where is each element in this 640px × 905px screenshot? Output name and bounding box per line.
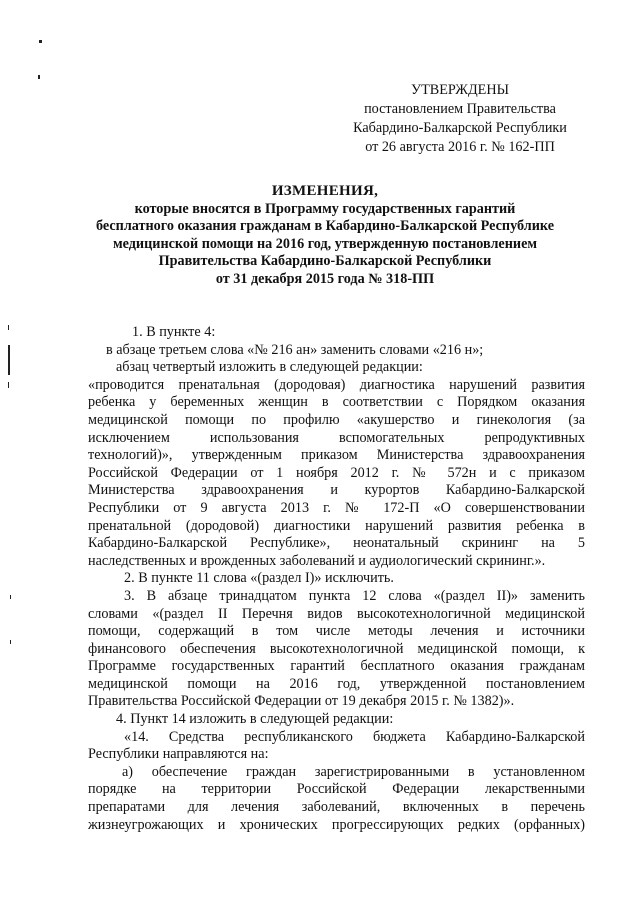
approval-line: Кабардино-Балкарской Республики — [353, 120, 567, 136]
body-line: ребенка у беременных женщин в соответствии с Порядком оказания — [88, 394, 585, 411]
item-3: 3. В абзаце тринадцатом пункта 12 слова «(раздел II)» заменить — [124, 587, 585, 604]
approval-line: постановлением Правительства — [364, 101, 556, 117]
title-line: бесплатного оказания гражданам в Кабардино-Балкарской Республике — [95, 218, 555, 235]
document-body — [88, 324, 585, 834]
scan-margin-line — [8, 345, 10, 375]
body-line: Кабардино-Балкарской Республике», неонатальный скрининг на 5 — [88, 535, 585, 552]
title-line: от 31 декабря 2015 года № 318-ПП — [215, 270, 435, 287]
item-1-heading: 1. В пункте 4: — [132, 324, 216, 340]
sub-item-a: а) обеспечение граждан зарегистрированными в установленном — [122, 763, 585, 780]
scan-margin-line — [8, 325, 9, 330]
title-line: Правительства Кабардино-Балкарской Республики — [158, 253, 492, 270]
approval-heading: УТВЕРЖДЕНЫ — [411, 82, 509, 98]
title-heading: ИЗМЕНЕНИЯ, — [271, 183, 379, 199]
scan-margin-line — [8, 382, 9, 388]
body-line: помощи, содержащий в том числе методы лечения и источники — [88, 623, 585, 640]
body-line: медицинской помощи по профилю «акушерство и гинекология (за — [88, 411, 585, 428]
document-title — [60, 183, 590, 289]
body-line: абзац четвертый изложить в следующей редакции: — [116, 359, 423, 376]
title-line: медицинской помощи на 2016 год, утвержденную постановлением — [112, 235, 538, 252]
scan-speck — [39, 40, 42, 43]
body-line: исключением использования вспомогательных репродуктивных — [88, 429, 585, 446]
approval-stamp — [310, 81, 610, 157]
body-line: Министерства здравоохранения и курортов Кабардино-Балкарской — [88, 482, 585, 499]
scan-speck — [38, 75, 40, 79]
body-line: Программе государственных гарантий бесплатного оказания гражданам — [88, 658, 585, 675]
body-line: «14. Средства республиканского бюджета Кабардино-Балкарской — [124, 728, 585, 745]
scan-margin-line — [10, 640, 11, 644]
item-2: 2. В пункте 11 слова «(раздел I)» исключить. — [124, 570, 394, 587]
body-line: наследственных и врожденных заболеваний и аудиологический скрининг.». — [88, 552, 546, 569]
body-line: Правительства Российской Федерации от 19 декабря 2015 г. № 1382)». — [88, 693, 515, 710]
scan-margin-line — [10, 595, 11, 599]
body-line: в абзаце третьем слова «№ 216 ан» заменить словами «216 н»; — [106, 341, 484, 358]
body-line: технологий)», утвержденным приказом Министерства здравоохранения — [88, 447, 585, 464]
body-line: порядке на территории Российской Федерации лекарственными — [88, 781, 585, 798]
body-line: Республики от 9 августа 2013 г. № 172-П «О совершенствовании — [88, 499, 585, 516]
body-line: медицинской помощи на 2016 год, утвержденной постановлением — [88, 675, 585, 692]
body-line: жизнеугрожающих и хронических прогрессирующих редких (орфанных) — [88, 816, 585, 833]
body-line: Российской Федерации от 1 ноября 2012 г. № 572н и с приказом — [88, 464, 585, 481]
body-line: препаратами для лечения заболеваний, включенных в перечень — [88, 799, 585, 816]
item-4: 4. Пункт 14 изложить в следующей редакции: — [116, 711, 394, 728]
body-line: финансового обеспечения высокотехнологичной медицинской помощи, к — [88, 640, 585, 657]
approval-date: от 26 августа 2016 г. № 162-ПП — [365, 139, 555, 155]
body-line: пренатальной (дородовой) диагностики нарушений развития ребенка в — [88, 517, 585, 534]
body-line: «проводится пренатальная (дородовая) диагностика нарушений развития — [88, 376, 585, 393]
body-line: Республики направляются на: — [88, 746, 269, 763]
title-line: которые вносятся в Программу государственных гарантий — [134, 200, 516, 217]
body-line: словами «(раздел II Перечня видов высокотехнологичной медицинской — [88, 605, 585, 622]
